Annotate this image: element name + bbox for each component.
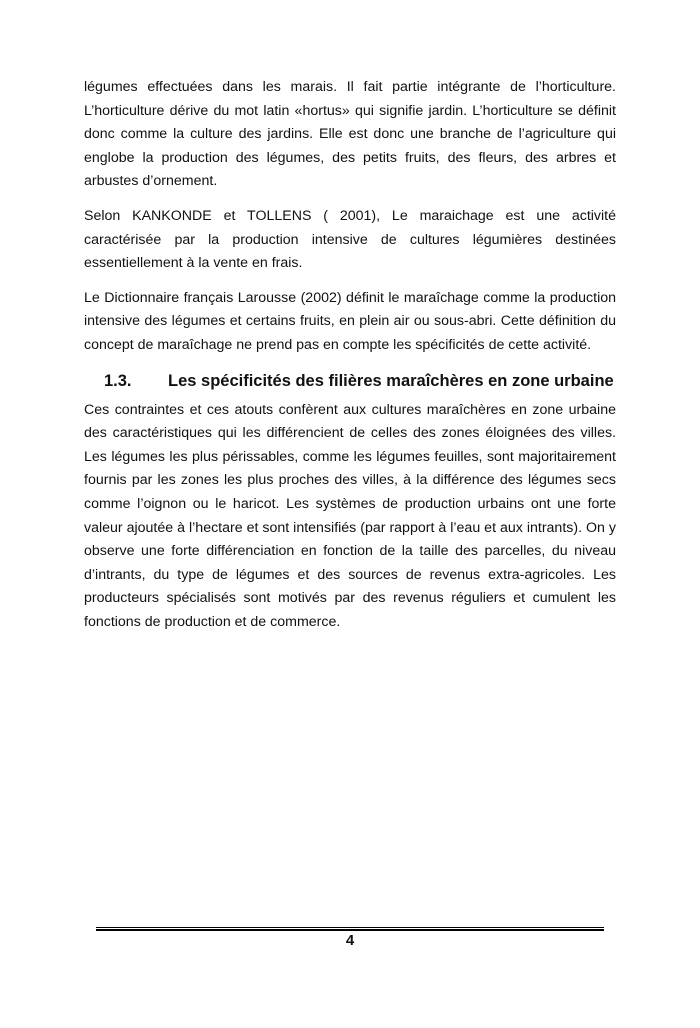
- section-title: Les spécificités des filières maraîchères en zone urbaine: [168, 371, 614, 390]
- footer-rule: [96, 927, 604, 931]
- paragraph-larousse-definition: Le Dictionnaire français Larousse (2002) définit le maraîchage comme la production intensive des légumes et certains fruits, en plein air ou sous-abri. Cette définition du concept de maraîchage ne prend pas en compte les spécificités de cette activité.: [84, 289, 616, 353]
- paragraph-urban-market-gardening: Ces contraintes et ces atouts confèrent aux cultures maraîchères en zone urbaine des caractéristiques qui les différencient de celles des zones éloignées des villes. Les légumes les plus périssables, comme les légumes feuilles, sont majoritairement fournis par les zones les plus proches des villes, à la différence des légumes secs comme l’oignon ou le haricot. Les systèmes de production urbains ont une forte valeur ajoutée à l’hectare et sont intensifiés (par rapport à l’eau et aux intrants). On y observe une forte différenciation en fonction de la taille des parcelles, du niveau d’intrants, du type de légumes et des sources de revenus extra-agricoles. Les producteurs spécialisés sont motivés par des revenus réguliers et cumulent les fonctions de production et de commerce.: [84, 401, 616, 630]
- page-number: 4: [345, 932, 355, 949]
- paragraph-horticulture: légumes effectuées dans les marais. Il fait partie intégrante de l’horticulture. L’horticulture dérive du mot latin «hortus» qui signifie jardin. L’horticulture se définit donc comme la culture des jardins. Elle est donc une branche de l’agriculture qui englobe la production des légumes, des petits fruits, des fleurs, des arbres et arbustes d’ornement.: [84, 79, 616, 190]
- paragraph-kankonde-tollens: Selon KANKONDE et TOLLENS ( 2001), Le maraichage est une activité caractérisée par la production intensive de cultures légumières destinées essentiellement à la vente en frais.: [84, 207, 616, 272]
- section-number: 1.3.: [104, 371, 132, 390]
- page-content: [84, 76, 616, 645]
- section-heading: [104, 369, 616, 393]
